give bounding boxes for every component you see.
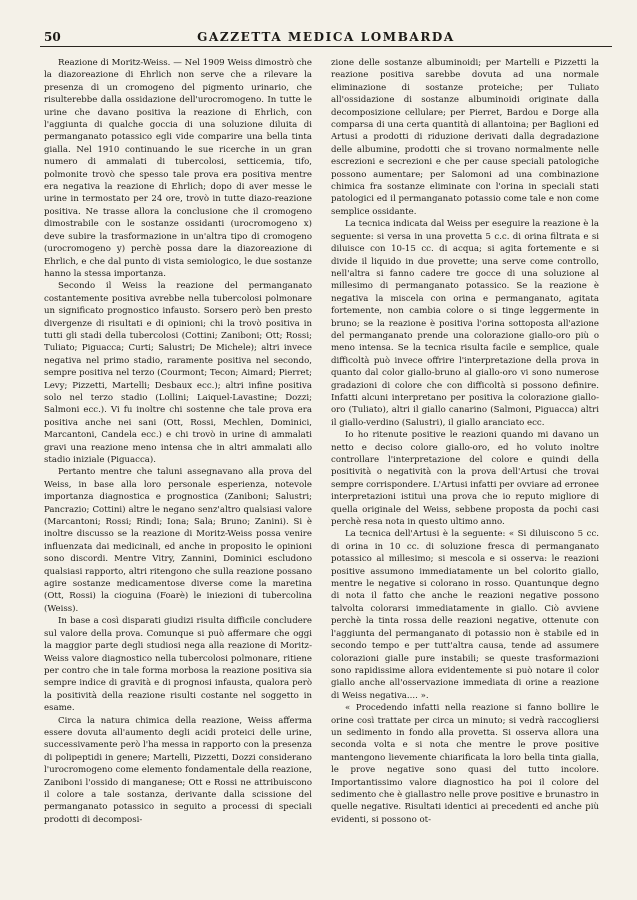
paragraph-moritz-weiss-intro: Reazione di Moritz-Weiss. — Nel 1909 Weiss dimostrò che la diazoreazione di Ehrlich non serve che a rilevare la presenza di un cromogeno del pigmento urinario, che risulterebbe dalla ossidazione dell'urocromogeno. In tutte le urine che davano positiva la reazione di Ehrlich, con l'aggiunta di qualche goccia di una soluzione diluita di permanganato potassico egli vide comparire una bella tinta gialla. Nel 1910 continuando le sue ricerche in un gran numero di ammalati di tubercolosi, setticemia, tifo, polmonite trovò che spesso tale prova era positiva mentre era negativa la reazione di Ehrlich; dopo di aver messe le urine in termostato per 24 ore, trovò in tutte diazo-reazione positiva. Ne trasse allora la conclusione che il cromogeno dimostrabile con le sostanze ossidanti (urocromogeno x) deve subire la trasformazione in un'altra tipo di cromogeno (urocromogeno y) perchè possa dare la diazoreazione di Ehrlich, e che dal punto di vista semiologico, le due sostanze hanno la stessa importanza.	[44, 58, 312, 279]
paragraph-artusi-quote: « Procedendo infatti nella reazione si fanno bollire le orine così trattate per circa un minuto; si vedrà raccogliersi un sedimento in fondo alla provetta. Si osserva allora una seconda volta e si nota che mentre le prove positive mantengono lievemente chiarificata la loro bella tinta gialla, le prove negative sono quasi del tutto incolore. Importantissimo valore diagnostico ha poi il colore del sedimento che è giallastro nelle prove positive e brunastro in quelle negative. Risultati identici ai precedenti ed anche più evidenti, si possono ot-	[331, 703, 599, 825]
paragraph-chemical-nature: Circa la natura chimica della reazione, Weiss afferma essere dovuta all'aumento degli acidi proteici delle urine, successivamente però l'ha messa in rapporto con la presenza di polipeptidi in genere; Martelli, Pizzetti, Dozzi considerano l'urocromogeno come elemento fondamentale della reazione, Zaniboni l'ossido di manganese; Ott e Rossi ne attribuiscono il colore a tale sostanza, derivante dalla scissione del permanganato potassico in seguito a processi di speciali prodotti di decomposi-	[44, 715, 312, 825]
paragraph-author-method: Io ho ritenute positive le reazioni quando mi davano un netto e deciso colore giallo-oro, ed ho voluto inoltre controllare l'interpretazione del colore e quindi della positività o negatività con la prova dell'Artusi che trovai sempre corrispondere. L'Artusi infatti per ovviare ad erronee interpretazioni istituì una prova che io reputo migliore di quella originale del Weiss, sebbene proposta da pochi casi perchè resa nota in questo ultimo anno.	[331, 430, 599, 528]
paragraph-artusi-technique: La tecnica dell'Artusi è la seguente: « Si diluiscono 5 cc. di orina in 10 cc. di soluzione fresca di permanganato potassico al millesimo; si mescola e si osserva: le reazioni positive assumono immediatamente un bel colorito giallo, mentre le negative si colorano in rosso. Quantunque degno di nota il fatto che anche le reazioni negative possono talvolta colorarsi immediatamente in giallo. Ciò avviene perchè la tinta rossa delle reazioni negative, ottenute con l'aggiunta del permanganato di potassio non è stabile ed in secondo tempo e per tutt'altra causa, tende ad assumere colorazioni gialle pure instabili; se queste trasformazioni sono rapidissime allora evidentemente si può notare il color giallo anche all'osservazione immediata di orine a reazione di Weiss negativa.... ».	[331, 529, 599, 701]
left-column	[44, 57, 312, 885]
running-header	[40, 28, 612, 47]
right-column	[331, 57, 599, 885]
journal-title: GAZZETTA MEDICA LOMBARDA	[197, 30, 455, 44]
paragraph-chemical-nature-continued: zione delle sostanze albuminoidi; per Martelli e Pizzetti la reazione positiva sarebbe dovuta ad una normale eliminazione di sostanze proteiche; per Tuliato all'ossidazione di sostanze albuminoidi originate dalla decomposizione cellulare; per Pierret, Bardou e Dorge alla comparsa di una certa quantità di allantoina; per Baglioni ed Artusi a prodotti di riduzione derivati dalla degradazione delle albumine, prodotti che si trovano normalmente nelle escrezioni e secrezioni e che per cause speciali patologiche possono aumentare; per Salomoni ad una combinazione chimica fra sostanze eliminate con l'orina in speciali stati patologici ed il permanganato potassio come tale e non come semplice ossidante.	[331, 58, 599, 217]
page-number: 50	[44, 30, 61, 44]
paragraph-conclusion: In base a così disparati giudizi risulta difficile concludere sul valore della prova. Comunque si può affermare che oggi la maggior parte degli studiosi nega alla reazione di Moritz-Weiss valore diagnostico nella tubercolosi polmonare, ritiene per contro che in tale forma morbosa la reazione positiva sia sempre indice di gravità e di prognosi infausta, qualora però la positività della reazione risulti costante nel soggetto in esame.	[44, 616, 312, 714]
paragraph-diagnostic-opinions: Pertanto mentre che taluni assegnavano alla prova del Weiss, in base alla loro personale esperienza, notevole importanza diagnostica e prognostica (Zaniboni; Salustri; Pancrazio; Cottini) altre le negano senz'altro qualsiasi valore (Marcantoni; Rossi; Rindi; Iona; Sala; Bruno; Zanini). Si è inoltre discusso se la reazione di Moritz-Weiss possa venire influenzata dai medicinali, ed anche in proposito le opinioni sono discordi. Mentre Vitry, Zannini, Dominici escludono qualsiasi rapporto, altri ritengono che sulla reazione possano agire sostanze medicamentose diverse come la maretina (Ott, Rossi) la cioguina (Foarè) le iniezioni di tubercolina (Weiss).	[44, 467, 312, 614]
paragraph-prognostic-value: Secondo il Weiss la reazione del permanganato costantemente positiva avrebbe nella tubercolosi polmonare un significato prognostico infausto. Sorsero però ben presto divergenze di risultati e di opinioni; chi la trovò positiva in tutti gli stadi della tubercolosi (Cottini; Zaniboni; Ott; Rossi; Tuliato; Piguacca; Curti; Salustri; De Michele); altri invece negativa nel primo stadio, raramente positiva nel secondo, sempre positiva nel terzo (Courmont; Tecon; Aimard; Pierret; Levy; Pizzetti, Martelli; Desbaux ecc.); altri infine positiva solo nel terzo stadio (Lollini; Laiquel-Lavastine; Dozzi; Salmoni ecc.). Vi fu inoltre chi sostenne che tale prova era positiva anche nei sani (Ott, Rossi, Mechlen, Dominici, Marcantoni, Candela ecc.) e chi trovò in urine di ammalati gravi una reazione meno intensa che in altri ammalati allo stadio iniziale (Piguacca).	[44, 281, 312, 465]
paragraph-weiss-technique: La tecnica indicata dal Weiss per eseguire la reazione è la seguente: si versa in una provetta 5 c.c. di orina filtrata e si diluisce con 10-15 cc. di acqua; si agita fortemente e si divide il liquido in due provette; una serve come controllo, nell'altra si fanno cadere tre gocce di una soluzione al millesimo di permanganato potassico. Se la reazione è negativa la miscela con orina e permanganato, agitata fortemente, non cambia colore o si tinge leggermente in bruno; se la reazione è positiva l'orina sottoposta all'azione del permanganato prende una colorazione giallo-oro più o meno intensa. Se la tecnica risulta facile e semplice, quale difficoltà può invece offrire l'interpretazione della prova in quanto dal color giallo-bruno al giallo-oro vi sono numerose gradazioni di colore che con difficoltà si possono definire. Infatti alcuni interpretano per positiva la colorazione giallo-oro (Tuliato), altri il giallo canarino (Salmoni, Piguacca) altri il giallo-verdino (Salustri), il giallo aranciato ecc.	[331, 219, 599, 428]
